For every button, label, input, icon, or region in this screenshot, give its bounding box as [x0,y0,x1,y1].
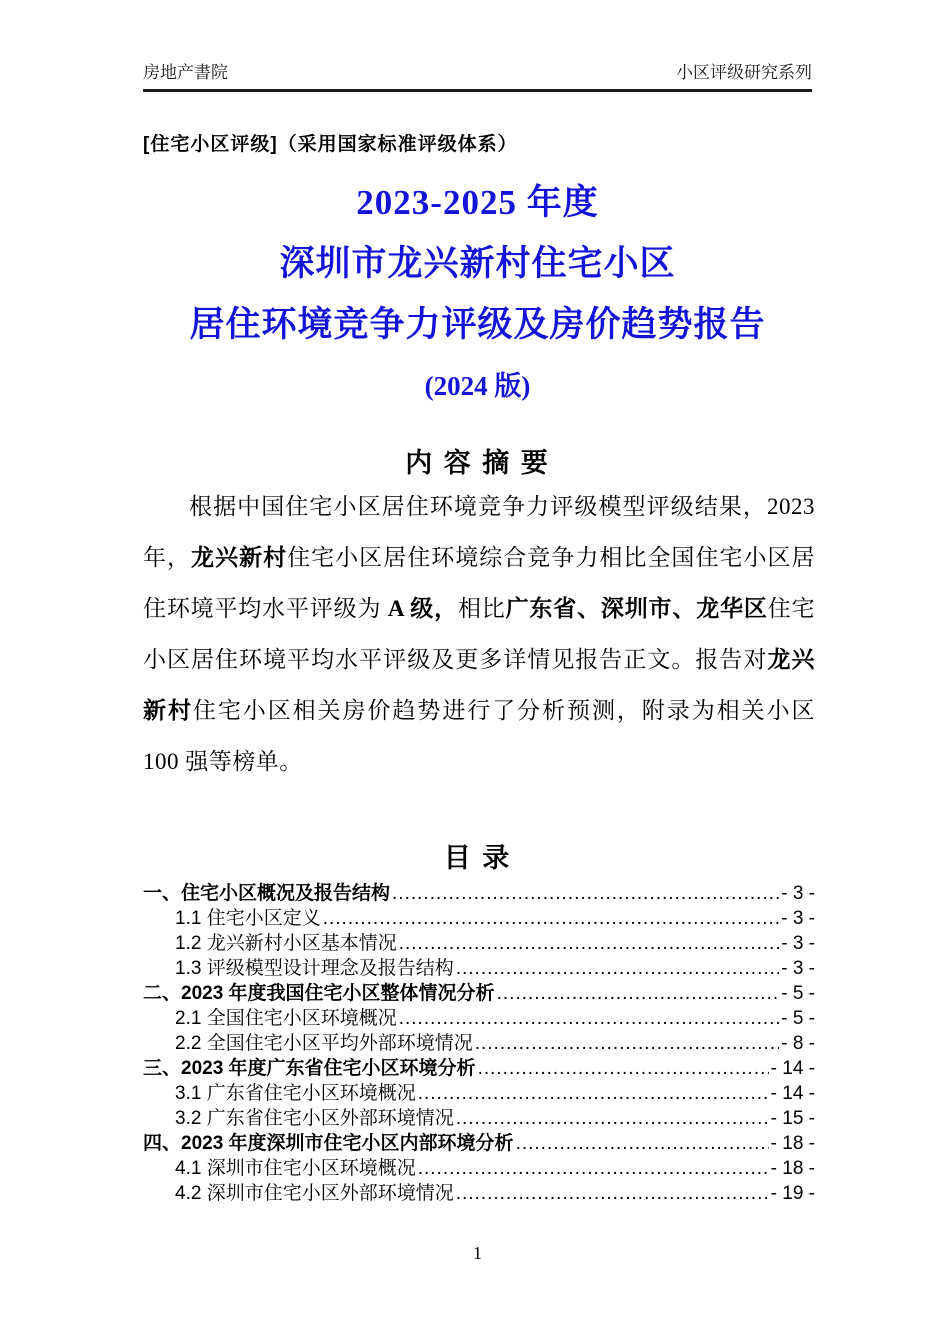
toc-dot-leader [475,1031,780,1056]
report-title-community: 深圳市龙兴新村住宅小区 [279,244,676,283]
abstract-segment-bold: 龙兴新村 [143,647,816,723]
abstract-heading: 内 容 摘 要 [405,448,550,478]
toc-dot-leader [399,931,780,956]
toc-entry-page-number: - 14 - [770,1083,815,1104]
page-footer [143,1243,812,1264]
toc-entry-page-number: - 3 - [781,958,815,979]
toc-entry-label: 1.2 龙兴新村小区基本情况 [175,933,397,954]
toc-entry-label: 3.1 广东省住宅小区环境概况 [175,1083,416,1104]
abstract-segment: 住宅小区居住环境平均水平评级及更多详情见报告正文。报告对 [143,596,816,672]
toc-entry-label: 2.1 全国住宅小区环境概况 [175,1008,397,1029]
toc-entry-label: 1.3 评级模型设计理念及报告结构 [175,958,454,979]
toc-section-entry[interactable] [143,956,815,981]
report-title-subject: 居住环境竞争力评级及房价趋势报告 [189,305,766,344]
toc-section-entry[interactable] [143,1031,815,1056]
toc-dot-leader [478,1056,769,1081]
report-title-years: 2023-2025 年度 [356,183,599,222]
toc-section-entry[interactable] [143,906,815,931]
toc-entry-label: 4.1 深圳市住宅小区环境概况 [175,1158,416,1179]
toc-dot-leader [456,956,780,981]
toc-dot-leader [323,906,780,931]
toc-section-entry[interactable] [143,1081,815,1106]
toc-chapter-entry[interactable] [143,1131,815,1156]
report-edition: (2024 版) [424,371,531,401]
abstract-segment-bold: A 级， [387,596,458,621]
toc-entry-page-number: - 19 - [770,1183,815,1204]
toc-entry-label: 3.2 广东省住宅小区外部环境情况 [175,1108,454,1129]
abstract-segment-bold: 广东省、深圳市、龙华区 [505,596,768,621]
rating-system-tagline: [住宅小区评级]（采用国家标准评级体系） [143,134,518,155]
toc-entry-page-number: - 3 - [781,933,815,954]
toc-section-entry[interactable] [143,931,815,956]
toc-entry-label: 二、2023 年度我国住宅小区整体情况分析 [143,983,495,1004]
toc-dot-leader [516,1131,769,1156]
toc-dot-leader [456,1106,769,1131]
toc-chapter-entry[interactable] [143,1056,815,1081]
report-title-block [143,172,812,409]
toc-entry-label: 1.1 住宅小区定义 [175,908,321,929]
toc-entry-label: 一、住宅小区概况及报告结构 [143,883,391,904]
toc-chapter-entry[interactable] [143,881,815,906]
page-number: 1 [473,1243,482,1263]
table-of-contents [143,881,815,1206]
toc-entry-page-number: - 8 - [781,1033,815,1054]
abstract-segment: 住宅小区居住环境综合竞争力相比全国住宅小区居住环境平均水平评级为 [143,545,816,621]
toc-section-entry[interactable] [143,1006,815,1031]
header-left-publisher: 房地产書院 [143,63,228,82]
toc-section-entry[interactable] [143,1106,815,1131]
toc-entry-page-number: - 18 - [770,1133,815,1154]
abstract-paragraph [143,481,815,787]
abstract-segment-bold: 龙兴新村 [191,545,288,570]
toc-dot-leader [399,1006,780,1031]
toc-dot-leader [497,981,780,1006]
toc-entry-page-number: - 5 - [781,983,815,1004]
toc-entry-label: 四、2023 年度深圳市住宅小区内部环境分析 [143,1133,514,1154]
page-header [143,63,812,92]
toc-entry-label: 2.2 全国住宅小区平均外部环境情况 [175,1033,473,1054]
header-right-series: 小区评级研究系列 [676,63,812,82]
abstract-segment: 住宅小区相关房价趋势进行了分析预测，附录为相关小区 100 强等榜单。 [143,698,816,774]
abstract-segment: 根据中国住宅小区居住环境竞争力评级模型评级结果，2023 年， [143,494,815,570]
toc-dot-leader [418,1156,769,1181]
toc-entry-page-number: - 3 - [781,908,815,929]
toc-entry-page-number: - 14 - [770,1058,815,1079]
toc-entry-page-number: - 15 - [770,1108,815,1129]
abstract-segment: 相比 [457,596,506,621]
toc-entry-label: 4.2 深圳市住宅小区外部环境情况 [175,1183,454,1204]
toc-dot-leader [456,1181,769,1206]
toc-entry-label: 三、2023 年度广东省住宅小区环境分析 [143,1058,476,1079]
toc-section-entry[interactable] [143,1181,815,1206]
toc-dot-leader [392,881,779,906]
toc-dot-leader [418,1081,769,1106]
toc-entry-page-number: - 18 - [770,1158,815,1179]
toc-section-entry[interactable] [143,1156,815,1181]
toc-chapter-entry[interactable] [143,981,815,1006]
toc-heading: 目 录 [443,843,512,873]
toc-entry-page-number: - 3 - [781,883,815,904]
toc-entry-page-number: - 5 - [781,1008,815,1029]
